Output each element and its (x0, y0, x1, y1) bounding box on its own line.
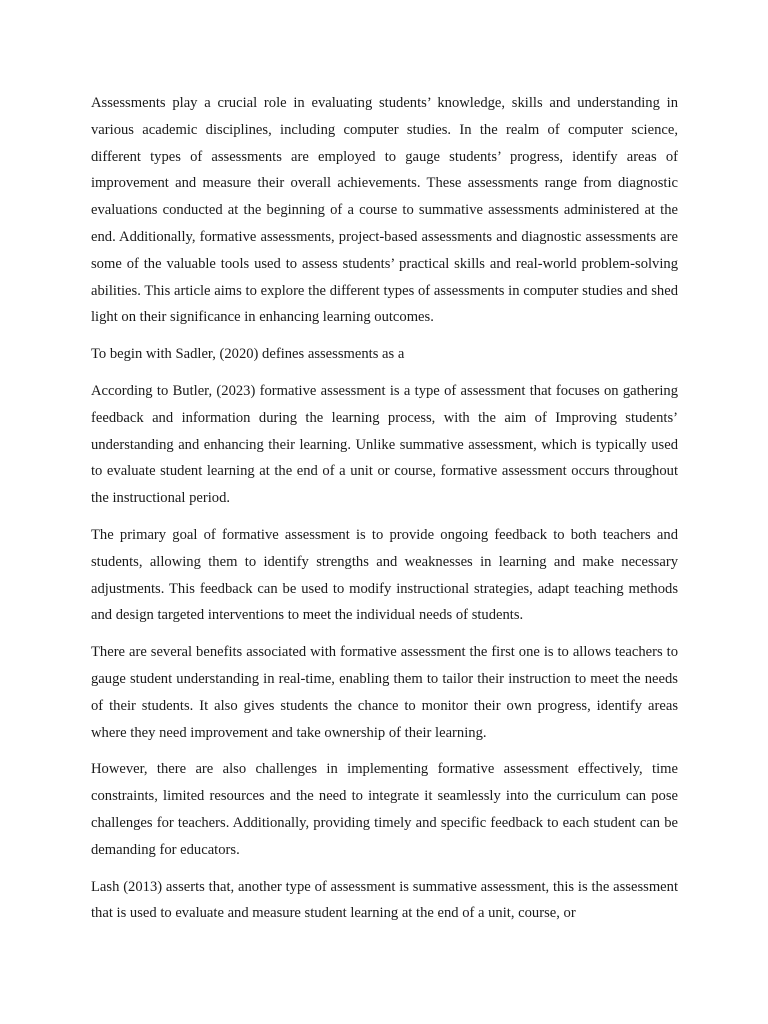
paragraph-lash-summative: Lash (2013) asserts that, another type of assessment is summative assessment, this is the assessment that is used to evaluate and measure student learning at the end of a unit, course, or (91, 878, 678, 922)
paragraph-intro: Assessments play a crucial role in evaluating students’ knowledge, skills and understanding in various academic disciplines, including computer studies. In the realm of computer science, different types of assessments are employed to gauge students’ progress, identify areas of improvement and measure their overall achievements. These assessments range from diagnostic evaluations conducted at the beginning of a course to summative assessments administered at the end. Additionally, formative assessments, project-based assessments and diagnostic assessments are some of the valuable tools used to assess students’ practical skills and real-world problem-solving abilities. This article aims to explore the different types of assessments in computer studies and shed light on their significance in enhancing learning outcomes. (91, 95, 678, 326)
document-body (91, 90, 678, 937)
paragraph-formative-benefits: There are several benefits associated with formative assessment the first one is to allows teachers to gauge student understanding in real-time, enabling them to tailor their instruction to meet the needs of their students. It also gives students the chance to monitor their own progress, identify areas where they need improvement and take ownership of their learning. (91, 644, 678, 741)
paragraph-formative-goal: The primary goal of formative assessment is to provide ongoing feedback to both teachers and students, allowing them to identify strengths and weaknesses in learning and make necessary adjustments. This feedback can be used to modify instructional strategies, adapt teaching methods and design targeted interventions to meet the individual needs of students. (91, 526, 678, 624)
paragraph-sadler-definition: To begin with Sadler, (2020) defines assessments as a (91, 346, 405, 363)
paragraph-butler-formative: According to Butler, (2023) formative assessment is a type of assessment that focuses on gathering feedback and information during the learning process, with the aim of Improving students’ understanding and enhancing their learning. Unlike summative assessment, which is typically used to evaluate student learning at the end of a unit or course, formative assessment occurs throughout the instructional period. (91, 382, 678, 507)
paragraph-formative-challenges: However, there are also challenges in implementing formative assessment effectively, time constraints, limited resources and the need to integrate it seamlessly into the curriculum can pose challenges for teachers. Additionally, providing timely and specific feedback to each student can be demanding for educators. (91, 761, 678, 858)
